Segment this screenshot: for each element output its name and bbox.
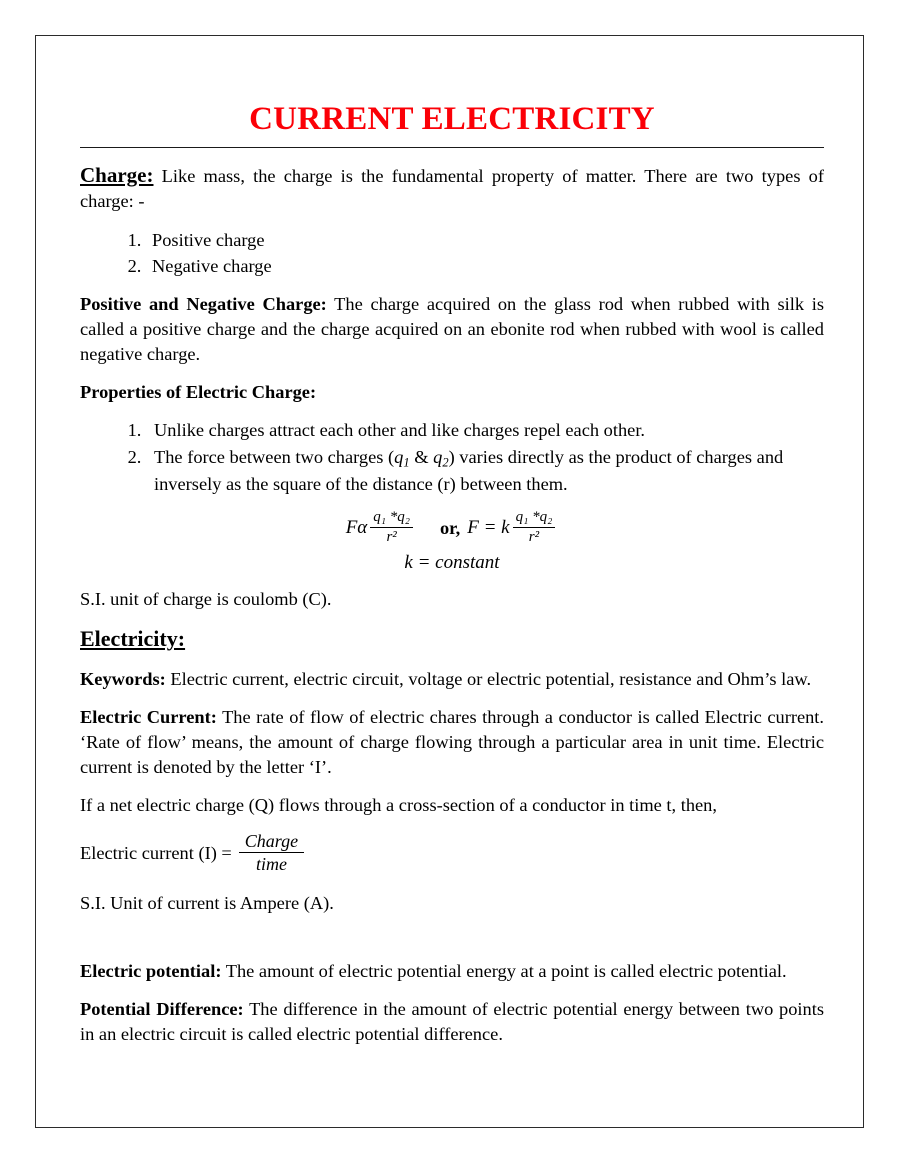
electric-current-paragraph (80, 705, 824, 780)
charge-types-list (80, 228, 824, 280)
potential-difference-paragraph (80, 997, 824, 1047)
coulomb-numerator-right: q₁ *q₂ (515, 508, 553, 525)
coulomb-denominator-left: r² (386, 528, 397, 545)
document-content (80, 101, 824, 1060)
properties-heading (80, 380, 824, 405)
list-item: 1. Unlike charges attract each other and like charges repel each other. (146, 418, 824, 443)
charge-heading: Charge: (80, 162, 154, 187)
coulomb-denominator-right: r² (528, 528, 540, 545)
electric-current-formula (80, 831, 824, 874)
current-denominator: time (255, 854, 287, 875)
page-title: CURRENT ELECTRICITY (249, 101, 655, 137)
fraction-bar (239, 852, 304, 853)
electric-current-lead: Electric Current: (80, 707, 217, 728)
net-charge-paragraph: If a net electric charge (Q) flows through a cross-section of a conductor in time t, then, (80, 795, 717, 816)
coulomb-fraction-right (513, 509, 556, 546)
positive-negative-charge-paragraph (80, 292, 824, 367)
charge-symbol-q1-subscript: 1 (403, 455, 410, 470)
list-item (146, 445, 824, 497)
title-divider (80, 147, 824, 148)
electric-current-formula-label: Electric current (I) = (80, 842, 232, 863)
coulomb-fraction-left (370, 509, 413, 546)
coulomb-numerator-left: q₁ *q₂ (373, 508, 410, 525)
charge-symbol-q2: q (433, 446, 443, 467)
keywords-text: Electric current, electric circuit, voltage or electric potential, resistance and Ohm’s law. (165, 669, 812, 690)
si-unit-current-paragraph: S.I. Unit of current is Ampere (A). (80, 892, 334, 913)
properties-item2-ampersand: & (409, 446, 434, 467)
charge-symbol-q1: q (394, 446, 404, 467)
paragraph-spacer (80, 929, 824, 959)
coulomb-law-formula (80, 510, 824, 573)
potential-difference-text: The difference in the amount of electric potential energy between two points in an electric circuit is called electric potential difference. (80, 998, 824, 1044)
properties-item2-part2: ) varies directly as the product of charges and inversely as the square of the distance (r) between them. (154, 446, 784, 494)
si-unit-charge-paragraph: S.I. unit of charge is coulomb (C). (80, 589, 332, 610)
properties-list (80, 418, 824, 497)
list-item: 1. Positive charge (146, 228, 824, 253)
keywords-lead: Keywords: (80, 669, 166, 690)
electric-potential-lead: Electric potential: (80, 960, 222, 981)
electric-potential-text: The amount of electric potential energy at a point is called electric potential. (221, 960, 787, 981)
current-numerator: Charge (244, 831, 299, 852)
coulomb-law-main-row (80, 510, 824, 547)
keywords-paragraph (80, 667, 824, 692)
electric-potential-paragraph (80, 959, 824, 984)
constant-definition: k = constant (404, 551, 500, 573)
electric-current-text: The rate of flow of electric chares through a conductor is called Electric current. ‘Rate of flow’ means, the amount of charge flowing through a particular area in unit time. Electric current is denoted by the letter ‘I’. (80, 707, 825, 778)
force-proportional-symbol: Fα (345, 516, 368, 538)
properties-item2-part1: The force between two charges ( (154, 446, 395, 467)
list-item: 2. Negative charge (146, 254, 824, 279)
electricity-section-heading: Electricity: (80, 626, 186, 652)
positive-negative-charge-text: The charge acquired on the glass rod when rubbed with silk is called a positive charge and the charge acquired on an ebonite rod when rubbed with wool is called negative charge. (80, 294, 824, 365)
potential-difference-lead: Potential Difference: (80, 998, 244, 1019)
charge-intro-text: Like mass, the charge is the fundamental property of matter. There are two types of charge: - (80, 165, 824, 212)
fraction-bar (513, 527, 556, 528)
charge-intro-paragraph (80, 161, 824, 215)
positive-negative-charge-lead: Positive and Negative Charge: (80, 294, 327, 315)
document-page (35, 35, 864, 1128)
properties-heading-label: Properties of Electric Charge: (80, 382, 317, 403)
charge-symbol-q2-subscript: 2 (442, 455, 449, 470)
force-equals-k: F = k (467, 516, 510, 538)
current-fraction (239, 831, 304, 874)
formula-or-label: or, (439, 518, 461, 539)
fraction-bar (370, 527, 413, 528)
